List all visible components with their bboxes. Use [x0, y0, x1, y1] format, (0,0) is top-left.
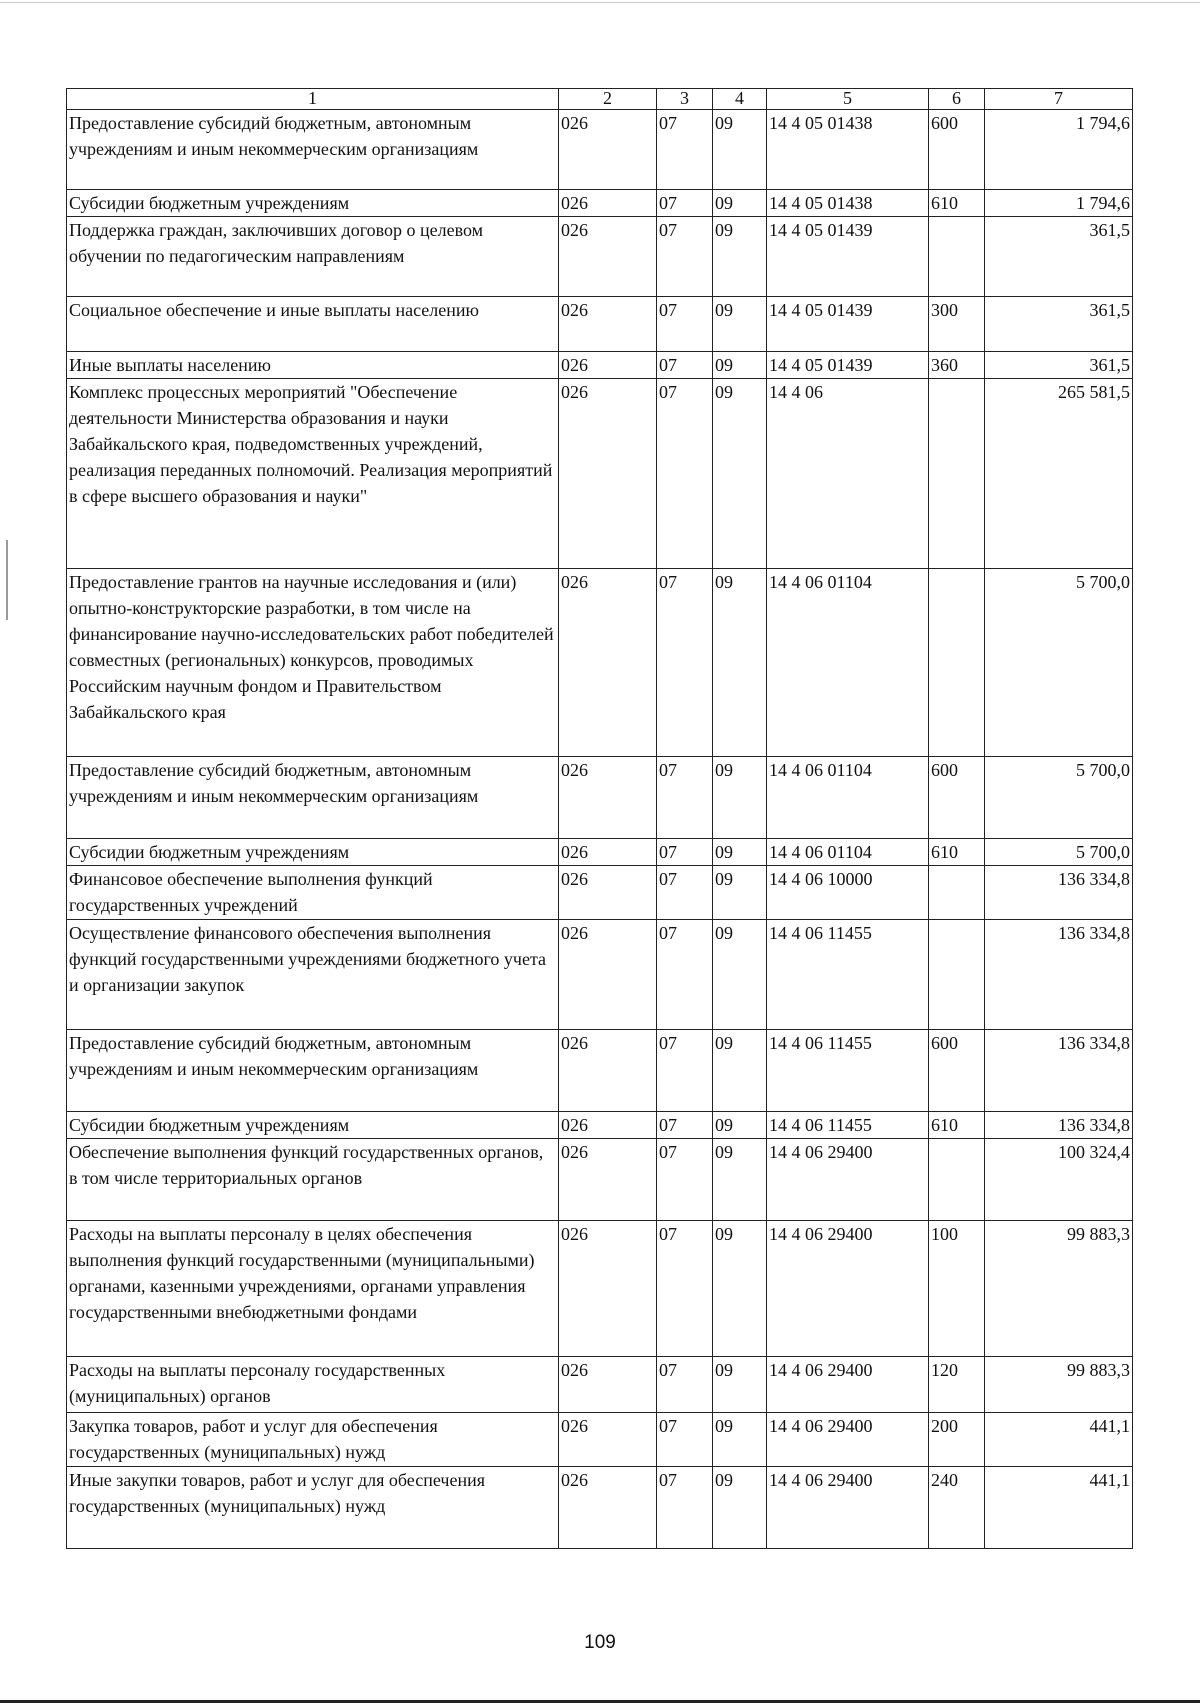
row-code-subsection: 09	[713, 1357, 767, 1413]
row-code-expense-type: 610	[929, 190, 985, 217]
column-header: 3	[657, 89, 713, 110]
row-amount: 441,1	[985, 1413, 1133, 1467]
row-code-subsection: 09	[713, 352, 767, 379]
row-code-ministry: 026	[559, 297, 657, 352]
row-code-expense-type	[929, 217, 985, 297]
row-code-expense-type	[929, 866, 985, 920]
table-row	[67, 839, 1133, 866]
row-code-ministry: 026	[559, 866, 657, 920]
row-code-expense-type: 600	[929, 757, 985, 839]
column-header: 5	[767, 89, 929, 110]
scan-mark	[6, 540, 8, 620]
row-name: Финансовое обеспечение выполнения функций государственных учреждений	[67, 866, 559, 920]
scan-edge-bottom	[0, 1700, 1200, 1703]
column-header: 4	[713, 89, 767, 110]
row-code-expense-type: 100	[929, 1221, 985, 1357]
row-code-subsection: 09	[713, 379, 767, 569]
row-code-target: 14 4 05 01439	[767, 352, 929, 379]
row-name: Осуществление финансового обеспечения выполнения функций государственными учреждениями бюджетного учета и организации закупок	[67, 920, 559, 1030]
table-row	[67, 379, 1133, 569]
row-code-section: 07	[657, 569, 713, 757]
page-number: 109	[584, 1632, 616, 1653]
row-code-expense-type: 240	[929, 1467, 985, 1549]
row-code-target: 14 4 06 01104	[767, 569, 929, 757]
row-amount: 441,1	[985, 1467, 1133, 1549]
row-code-subsection: 09	[713, 190, 767, 217]
row-code-ministry: 026	[559, 1139, 657, 1221]
row-code-ministry: 026	[559, 920, 657, 1030]
row-code-expense-type: 120	[929, 1357, 985, 1413]
row-name: Субсидии бюджетным учреждениям	[67, 1112, 559, 1139]
row-amount: 361,5	[985, 217, 1133, 297]
row-code-ministry: 026	[559, 190, 657, 217]
row-code-section: 07	[657, 110, 713, 190]
row-code-ministry: 026	[559, 839, 657, 866]
row-amount: 99 883,3	[985, 1221, 1133, 1357]
row-code-subsection: 09	[713, 839, 767, 866]
row-amount: 5 700,0	[985, 757, 1133, 839]
row-code-section: 07	[657, 1030, 713, 1112]
row-name: Субсидии бюджетным учреждениям	[67, 190, 559, 217]
row-code-expense-type	[929, 1139, 985, 1221]
row-code-target: 14 4 06 01104	[767, 757, 929, 839]
row-code-section: 07	[657, 866, 713, 920]
row-amount: 1 794,6	[985, 190, 1133, 217]
row-code-target: 14 4 06	[767, 379, 929, 569]
row-code-target: 14 4 06 10000	[767, 866, 929, 920]
row-name: Предоставление субсидий бюджетным, автономным учреждениям и иным некоммерческим организациям	[67, 1030, 559, 1112]
row-name: Иные закупки товаров, работ и услуг для обеспечения государственных (муниципальных) нужд	[67, 1467, 559, 1549]
row-name: Предоставление грантов на научные исследования и (или) опытно-конструкторские разработки, в том числе на финансирование научно-исследовательских работ победителей совместных (региональных) конкурсов, проводимых Российским научным фондом и Правительством Забайкальского края	[67, 569, 559, 757]
table-row	[67, 352, 1133, 379]
row-amount: 136 334,8	[985, 920, 1133, 1030]
row-name: Предоставление субсидий бюджетным, автономным учреждениям и иным некоммерческим организациям	[67, 757, 559, 839]
row-code-section: 07	[657, 757, 713, 839]
row-code-target: 14 4 06 11455	[767, 1112, 929, 1139]
table-row	[67, 1467, 1133, 1549]
row-code-subsection: 09	[713, 297, 767, 352]
row-code-ministry: 026	[559, 217, 657, 297]
table-row	[67, 190, 1133, 217]
row-code-subsection: 09	[713, 1139, 767, 1221]
row-code-target: 14 4 05 01438	[767, 190, 929, 217]
row-code-section: 07	[657, 920, 713, 1030]
row-code-section: 07	[657, 297, 713, 352]
row-amount: 136 334,8	[985, 1112, 1133, 1139]
table-row	[67, 297, 1133, 352]
row-code-subsection: 09	[713, 1112, 767, 1139]
row-amount: 136 334,8	[985, 1030, 1133, 1112]
row-amount: 5 700,0	[985, 569, 1133, 757]
row-name: Иные выплаты населению	[67, 352, 559, 379]
row-code-section: 07	[657, 352, 713, 379]
row-code-ministry: 026	[559, 379, 657, 569]
table-row	[67, 1357, 1133, 1413]
row-code-ministry: 026	[559, 352, 657, 379]
row-code-ministry: 026	[559, 1357, 657, 1413]
scan-edge-top	[0, 2, 1200, 3]
table-row	[67, 569, 1133, 757]
row-code-target: 14 4 05 01439	[767, 297, 929, 352]
row-code-section: 07	[657, 1357, 713, 1413]
row-code-ministry: 026	[559, 1413, 657, 1467]
row-amount: 99 883,3	[985, 1357, 1133, 1413]
row-name: Социальное обеспечение и иные выплаты населению	[67, 297, 559, 352]
row-code-subsection: 09	[713, 217, 767, 297]
table-row	[67, 110, 1133, 190]
row-code-target: 14 4 06 11455	[767, 1030, 929, 1112]
row-code-expense-type: 300	[929, 297, 985, 352]
row-code-section: 07	[657, 379, 713, 569]
row-code-expense-type: 600	[929, 110, 985, 190]
row-code-ministry: 026	[559, 757, 657, 839]
row-name: Расходы на выплаты персоналу государственных (муниципальных) органов	[67, 1357, 559, 1413]
row-code-subsection: 09	[713, 1221, 767, 1357]
table-row	[67, 757, 1133, 839]
table-row	[67, 217, 1133, 297]
row-name: Субсидии бюджетным учреждениям	[67, 839, 559, 866]
row-code-ministry: 026	[559, 1221, 657, 1357]
row-code-target: 14 4 05 01439	[767, 217, 929, 297]
row-amount: 361,5	[985, 297, 1133, 352]
row-code-section: 07	[657, 190, 713, 217]
row-name: Обеспечение выполнения функций государственных органов, в том числе территориальных органов	[67, 1139, 559, 1221]
row-code-target: 14 4 06 29400	[767, 1221, 929, 1357]
row-code-target: 14 4 06 01104	[767, 839, 929, 866]
row-name: Поддержка граждан, заключивших договор о целевом обучении по педагогическим направлениям	[67, 217, 559, 297]
row-amount: 265 581,5	[985, 379, 1133, 569]
row-code-subsection: 09	[713, 110, 767, 190]
row-code-expense-type: 200	[929, 1413, 985, 1467]
row-code-target: 14 4 06 11455	[767, 920, 929, 1030]
row-amount: 1 794,6	[985, 110, 1133, 190]
row-code-section: 07	[657, 1112, 713, 1139]
table-row	[67, 866, 1133, 920]
row-code-target: 14 4 05 01438	[767, 110, 929, 190]
row-code-expense-type: 610	[929, 1112, 985, 1139]
row-code-section: 07	[657, 1467, 713, 1549]
row-code-target: 14 4 06 29400	[767, 1139, 929, 1221]
row-code-target: 14 4 06 29400	[767, 1357, 929, 1413]
table-row	[67, 1413, 1133, 1467]
row-name: Комплекс процессных мероприятий "Обеспечение деятельности Министерства образования и науки Забайкальского края, подведомственных учреждений, реализация переданных полномочий. Реализация мероприятий в сфере высшего образования и науки"	[67, 379, 559, 569]
row-code-section: 07	[657, 1413, 713, 1467]
row-code-expense-type	[929, 569, 985, 757]
table-row	[67, 1221, 1133, 1357]
row-code-subsection: 09	[713, 569, 767, 757]
table-row	[67, 1139, 1133, 1221]
row-code-subsection: 09	[713, 757, 767, 839]
budget-table	[66, 88, 1133, 1549]
row-code-expense-type: 600	[929, 1030, 985, 1112]
row-code-ministry: 026	[559, 1467, 657, 1549]
row-name: Расходы на выплаты персоналу в целях обеспечения выполнения функций государственными (муниципальными) органами, казенными учреждениями, органами управления государственными внебюджетными фондами	[67, 1221, 559, 1357]
row-code-ministry: 026	[559, 1112, 657, 1139]
row-code-subsection: 09	[713, 1467, 767, 1549]
row-code-ministry: 026	[559, 1030, 657, 1112]
row-code-expense-type: 360	[929, 352, 985, 379]
table-row	[67, 920, 1133, 1030]
table-row	[67, 1112, 1133, 1139]
row-code-subsection: 09	[713, 866, 767, 920]
row-code-target: 14 4 06 29400	[767, 1467, 929, 1549]
column-header: 6	[929, 89, 985, 110]
row-code-subsection: 09	[713, 1413, 767, 1467]
row-amount: 136 334,8	[985, 866, 1133, 920]
row-code-subsection: 09	[713, 1030, 767, 1112]
column-header: 2	[559, 89, 657, 110]
row-code-section: 07	[657, 1221, 713, 1357]
column-header: 7	[985, 89, 1133, 110]
row-name: Предоставление субсидий бюджетным, автономным учреждениям и иным некоммерческим организациям	[67, 110, 559, 190]
row-code-target: 14 4 06 29400	[767, 1413, 929, 1467]
header-row	[67, 89, 1133, 110]
row-code-expense-type	[929, 920, 985, 1030]
row-code-ministry: 026	[559, 110, 657, 190]
row-code-subsection: 09	[713, 920, 767, 1030]
row-code-ministry: 026	[559, 569, 657, 757]
row-amount: 361,5	[985, 352, 1133, 379]
row-name: Закупка товаров, работ и услуг для обеспечения государственных (муниципальных) нужд	[67, 1413, 559, 1467]
table-row	[67, 1030, 1133, 1112]
row-amount: 100 324,4	[985, 1139, 1133, 1221]
row-code-expense-type: 610	[929, 839, 985, 866]
column-header: 1	[67, 89, 559, 110]
row-code-section: 07	[657, 1139, 713, 1221]
row-code-expense-type	[929, 379, 985, 569]
row-code-section: 07	[657, 839, 713, 866]
row-amount: 5 700,0	[985, 839, 1133, 866]
row-code-section: 07	[657, 217, 713, 297]
